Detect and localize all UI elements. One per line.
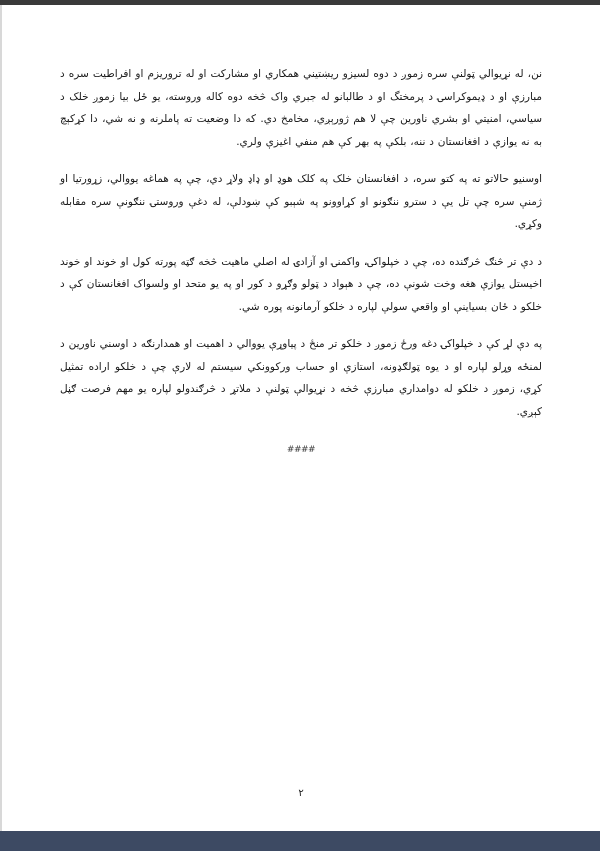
paragraph-3: د دې تر څنګ څرګنده ده، چې د خپلواکۍ، واکمنۍ او آزادۍ له اصلي ماهیت څخه ګټه پورته کول او خوند او خوند اخیستل یوازې هغه وخت شونې ده، چې د هېواد د ټولو وګړو د کور او په یو متحد او ولسواک افغانستان کې د خلکو د ځان بسیاینې او واقعي سولې لپاره د خلکو آرمانونه پوره شي. (60, 255, 542, 313)
paragraph-2: اوسنیو حالاتو ته په کتو سره، د افغانستان خلک په کلک هوډ او ډاډ ولاړ دي، چې په هماغه یووالي، زړورتیا او ژمنې سره چې تل یې د سترو ننګونو او کړاوونو په شېبو کې ښودلې، له دغې وروستۍ ننګونې سره مقابله وکړي. (60, 173, 542, 230)
page-text-body (60, 63, 542, 423)
viewer-bottom-chrome-bar (0, 831, 600, 851)
paragraph-4: په دې لړ کې د خپلواکۍ دغه ورځ زموږ د خلکو تر منځ د پیاوړې یووالي د اهمیت او همدارنګه د اوسني ناورین د لمنځه وړلو لپاره او د یوه ټولګډونه، استازې او حساب ورکوونکي سیستم له لارې چې د خلکو اراده تمثیل کړي، زموږ د خلکو له دوامداري مبارزې څخه د نړیوالې ټولنې د ملاتړ د څرګندولو لپاره یو مهم فرصت ګڼل کېږي. (60, 338, 542, 418)
paragraph-1: نن، له نړیوالي ټولنې سره زموږ د دوه لسیزو ریښتیني همکاري او مشارکت او له تروریزم او افراطیت سره د مبارزې او د ډیموکراسۍ د پرمختگ او د طالبانو له جبري واک څخه دوه کاله وروسته، یو ځل بیا زموږ خلک د سیاسي، امنیتي او بشري ناورین چې لا هم ژورېږي، مخامخ دي. که دا وضعیت ته پاملرنه و نه شي، دا کړکېچ به نه یوازې د افغانستان د ننه، بلکې په بهر کې هم منفي اغیزې ولري. (60, 68, 542, 148)
end-of-document-marker: #### (286, 445, 316, 455)
document-page (2, 5, 600, 831)
page-number: ۲ (298, 788, 304, 799)
